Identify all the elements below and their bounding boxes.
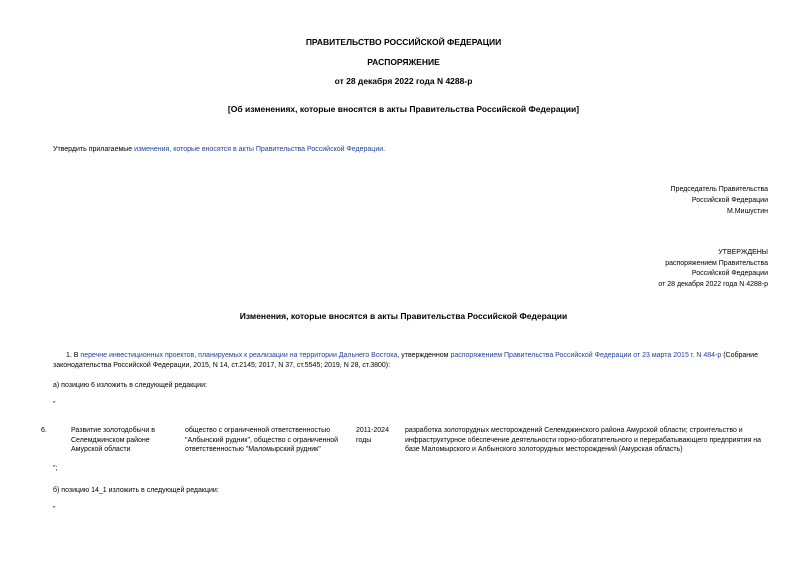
para1-prefix: 1. В bbox=[66, 352, 81, 359]
company-name: общество с ограниченной ответственностью "Албынский рудник", общество с ограниченной ответственностью "Маломырский рудник" bbox=[185, 427, 339, 453]
quote-close: "; bbox=[53, 465, 58, 472]
item-b: б) позицию 14_1 изложить в следующей редакции: bbox=[53, 487, 219, 494]
approved-date: от 28 декабря 2022 года N 4288-р bbox=[658, 281, 768, 288]
signature-name: М.Мишустин bbox=[726, 208, 768, 215]
signature-position: Председатель Правительства bbox=[670, 186, 768, 193]
signature-country: Российской Федерации bbox=[691, 197, 768, 204]
paragraph-1-line-2: законодательства Российской Федерации, 2015, N 14, ст.2145; 2017, N 37, ст.5545; 2019, N 28, ст.3800): bbox=[53, 362, 391, 369]
paragraph-1-line-1 bbox=[66, 352, 758, 359]
approve-end: . bbox=[383, 146, 386, 153]
document-title: [Об изменениях, которые вносятся в акты Правительства Российской Федерации] bbox=[227, 104, 580, 114]
approved-label: УТВЕРЖДЕНЫ bbox=[718, 249, 768, 256]
item-a: а) позицию 6 изложить в следующей редакции: bbox=[53, 382, 207, 389]
para1-middle: , утвержденном bbox=[397, 352, 451, 359]
quote-open-2: " bbox=[53, 506, 56, 513]
changes-link[interactable]: изменения, которые вносятся в акты Правительства Российской Федерации bbox=[134, 146, 384, 153]
project-description: разработка золоторудных месторождений Селемджинского района Амурской области; строительство и инфраструктурное обеспечение деятельности горно-обогатительного и перерабатывающего предприятия на базе Маломырского и Албынского золоторудных месторождений (Амурская область) bbox=[405, 427, 761, 453]
approve-paragraph bbox=[53, 146, 385, 153]
quote-open: " bbox=[53, 401, 56, 408]
document-type: РАСПОРЯЖЕНИЕ bbox=[367, 57, 440, 67]
project-name: Развитие золотодобычи в Селемджинском районе Амурской области bbox=[71, 427, 155, 453]
project-years: 2011-2024 годы bbox=[356, 427, 389, 444]
government-heading: ПРАВИТЕЛЬСТВО РОССИЙСКОЙ ФЕДЕРАЦИИ bbox=[305, 37, 502, 47]
approve-text: Утвердить прилагаемые bbox=[53, 146, 135, 153]
row-number: 6. bbox=[41, 427, 47, 434]
document-date-number: от 28 декабря 2022 года N 4288-р bbox=[334, 76, 473, 86]
approved-by: распоряжением Правительства bbox=[665, 260, 768, 267]
approved-country: Российской Федерации bbox=[691, 270, 768, 277]
investment-projects-link[interactable]: перечне инвестиционных проектов, планируемых к реализации на территории Дальнего Востока bbox=[80, 352, 398, 359]
changes-title: Изменения, которые вносятся в акты Правительства Российской Федерации bbox=[239, 311, 568, 321]
order-484-link[interactable]: распоряжением Правительства Российской Федерации от 23 марта 2015 г. N 484-р bbox=[450, 352, 722, 359]
para1-suffix: (Собрание bbox=[721, 352, 758, 359]
